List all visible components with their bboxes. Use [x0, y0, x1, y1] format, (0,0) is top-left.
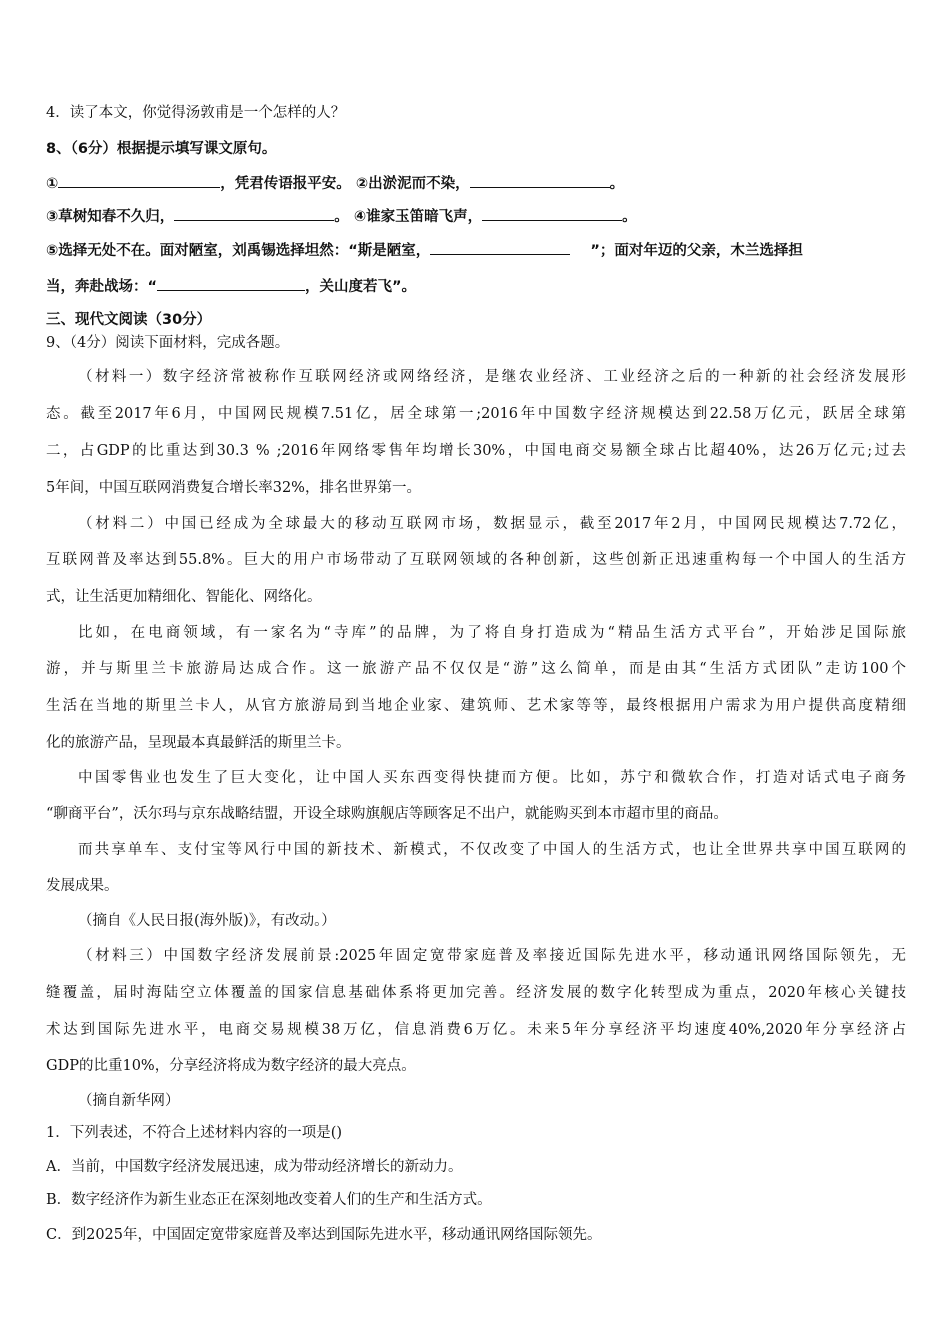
paragraph-5-line-1: 而共享单车、支付宝等风行中国的新技术、新模式，不仅改变了中国人的生活方式，也让全世界共享中国互联网的: [78, 842, 906, 858]
question-8-line-3: [46, 239, 906, 261]
sub-question-1: 1．下列表述，不符合上述材料内容的一项是(): [46, 1125, 343, 1141]
question-4: 4．读了本文，你觉得汤敦甫是一个怎样的人？: [46, 105, 346, 121]
option-c[interactable]: C．到2025年，中国固定宽带家庭普及率达到国际先进水平，移动通讯网络国际领先。: [46, 1227, 602, 1243]
paragraph-5-line-2: 发展成果。: [46, 878, 119, 894]
question-9-heading: 9、（4分）阅读下面材料，完成各题。: [46, 335, 290, 351]
question-8-line-4: [46, 275, 906, 297]
material-1-line-2: 态。截至2017年6月，中国网民规模7.51亿，居全球第一;2016年中国数字经济规模达到22.58万亿元，跃居全球第: [46, 406, 906, 422]
option-a[interactable]: A．当前，中国数字经济发展迅速，成为带动经济增长的新动力。: [46, 1159, 463, 1175]
q8-l1-part-c: 。: [609, 176, 625, 192]
paragraph-4-line-2: “聊商平台”，沃尔玛与京东战略结盟，开设全球购旗舰店等顾客足不出户，就能购买到本市超市里的商品。: [46, 806, 728, 822]
q8-l3-part-b: ”；面对年迈的父亲，木兰选择担: [590, 243, 803, 259]
option-b[interactable]: B．数字经济作为新生业态正在深刻地改变着人们的生产和生活方式。: [46, 1192, 492, 1208]
material-1-line-1: （材料一）数字经济常被称作互联网经济或网络经济，是继农业经济、工业经济之后的一种新的社会经济发展形: [78, 369, 906, 385]
material-1-line-3: 二，占GDP的比重达到30.3 % ;2016年网络零售年均增长30%，中国电商交易额全球占比超40%，达26万亿元;过去: [46, 443, 906, 459]
q8-l2-part-b: 。 ④谁家玉笛暗飞声，: [334, 209, 483, 225]
answer-blank-2[interactable]: [470, 172, 610, 188]
material-2-line-1: （材料二）中国已经成为全球最大的移动互联网市场，数据显示，截至2017年2月，中国网民规模达7.72亿，: [78, 516, 906, 532]
question-8-heading: 8、（6分）根据提示填写课文原句。: [46, 141, 277, 157]
q8-l2-part-c: 。: [622, 209, 637, 225]
answer-blank-4[interactable]: [482, 205, 622, 221]
answer-blank-1[interactable]: [58, 172, 220, 188]
paragraph-3-line-2: 游，并与斯里兰卡旅游局达成合作。这一旅游产品不仅仅是“游”这么简单，而是由其“生活方式团队”走访100个: [46, 661, 906, 677]
question-8-line-2: [46, 205, 906, 227]
source-note-1: （摘自《人民日报(海外版)》，有改动。）: [78, 913, 336, 929]
paragraph-3-line-4: 化的旅游产品，呈现最本真最鲜活的斯里兰卡。: [46, 735, 351, 751]
section-3-heading: 三、现代文阅读（30分）: [46, 312, 212, 328]
question-8-line-1: [46, 172, 906, 194]
q8-l1-part-a: ①: [46, 176, 59, 192]
source-note-2: （摘自新华网）: [78, 1093, 180, 1109]
material-1-line-4: 5年间，中国互联网消费复合增长率32%，排名世界第一。: [46, 480, 421, 496]
q8-l2-part-a: ③草树知春不久归，: [46, 209, 175, 225]
material-3-line-2: 缝覆盖，届时海陆空立体覆盖的国家信息基础体系将更加完善。经济发展的数字化转型成为重点，2020年核心关键技: [46, 985, 906, 1001]
q8-l4-part-a: 当，奔赴战场：“: [46, 279, 158, 295]
q8-l4-part-b: ，关山度若飞”。: [305, 279, 417, 295]
paragraph-4-line-1: 中国零售业也发生了巨大变化，让中国人买东西变得快捷而方便。比如，苏宁和微软合作，打造对话式电子商务: [78, 770, 906, 786]
paragraph-3-line-1: 比如，在电商领域，有一家名为“寺库”的品牌，为了将自身打造成为“精品生活方式平台”，开始涉足国际旅: [78, 625, 906, 641]
paragraph-3-line-3: 生活在当地的斯里兰卡人，从官方旅游局到当地企业家、建筑师、艺术家等等，最终根据用户需求为用户提供高度精细: [46, 698, 906, 714]
material-3-line-4: GDP的比重10%，分享经济将成为数字经济的最大亮点。: [46, 1058, 416, 1074]
material-3-line-3: 术达到国际先进水平，电商交易规模38万亿，信息消费6万亿。未来5年分享经济平均速度40%,2020年分享经济占: [46, 1022, 906, 1038]
material-2-line-2: 互联网普及率达到55.8%。巨大的用户市场带动了互联网领域的各种创新，这些创新正迅速重构每一个中国人的生活方: [46, 552, 906, 568]
material-3-line-1: （材料三）中国数字经济发展前景:2025年固定宽带家庭普及率接近国际先进水平，移动通讯网络国际领先，无: [78, 948, 906, 964]
material-2-line-3: 式，让生活更加精细化、智能化、网络化。: [46, 589, 322, 605]
q8-l3-part-a: ⑤选择无处不在。面对陋室，刘禹锡选择坦然：“斯是陋室，: [46, 243, 431, 259]
answer-blank-5[interactable]: [430, 239, 570, 255]
answer-blank-3[interactable]: [174, 205, 334, 221]
answer-blank-6[interactable]: [157, 275, 305, 291]
q8-l1-part-b: ，凭君传语报平安。 ②出淤泥而不染，: [220, 176, 470, 192]
